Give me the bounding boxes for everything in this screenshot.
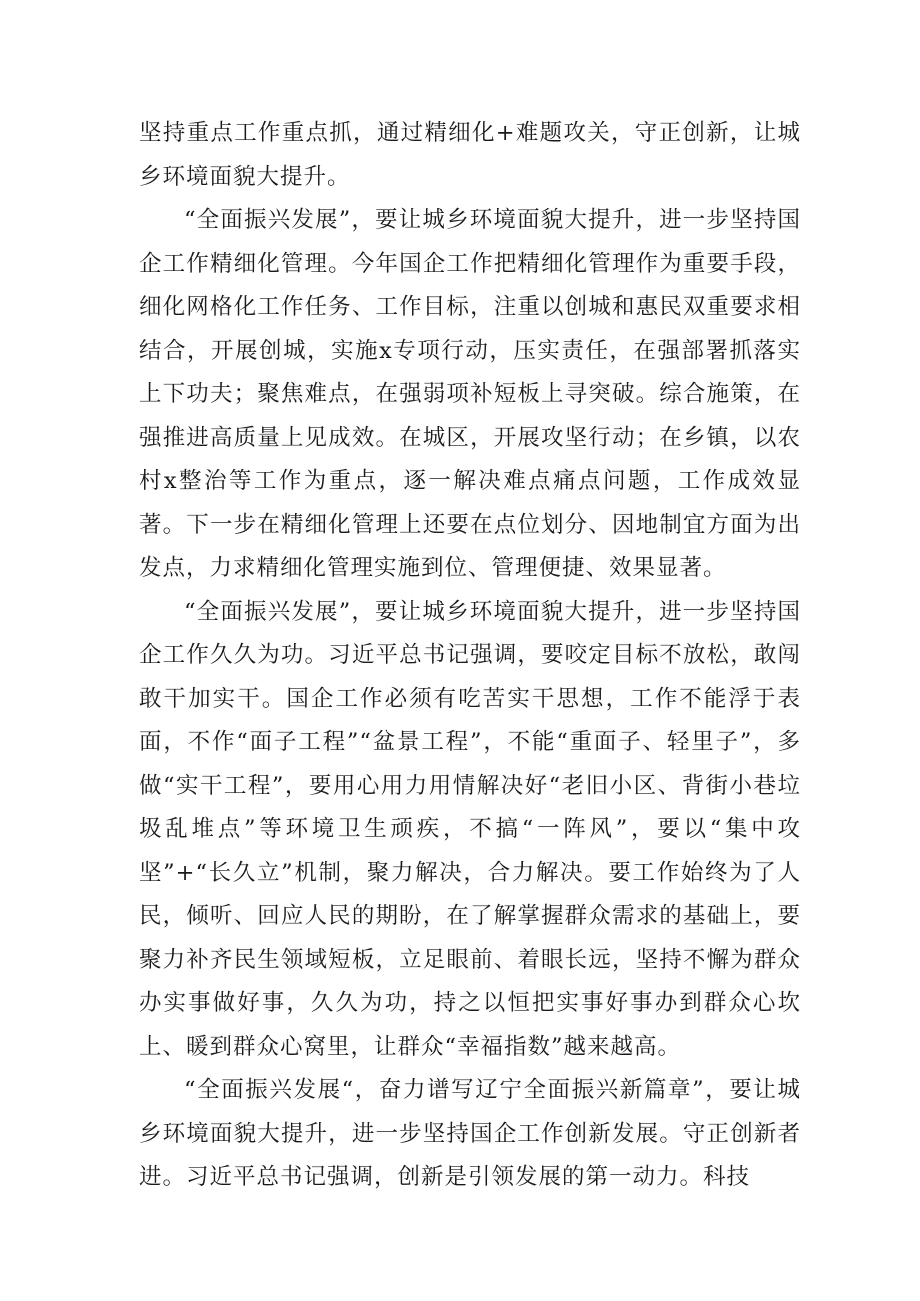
paragraph-persistence: “全面振兴发展”，要让城乡环境面貌大提升，进一步坚持国企工作久久为功。习近平总书记强调，要咬定目标不放松，敢闯敢干加实干。国企工作必须有吃苦实干思想，工作不能浮于表面，不作“面子工程”“盆景工程”，不能“重面子、轻里子”，多做“实干工程”，要用心用力用情解决好“老旧小区、背街小巷垃圾乱堆点”等环境卫生顽疾，不搞“一阵风”，要以“集中攻坚”+“长久立”机制，聚力解决，合力解决。要工作始终为了人民，倾听、回应人民的期盼，在了解掌握群众需求的基础上，要聚力补齐民生领域短板，立足眼前、着眼长远，坚持不懈为群众办实事做好事，久久为功，持之以恒把实事好事办到群众心坎上、暖到群众心窝里，让群众“幸福指数”越来越高。 bbox=[139, 598, 801, 1060]
paragraph-innovation: “全面振兴发展“，奋力谱写辽宁全面振兴新篇章”，要让城乡环境面貌大提升，进一步坚持国企工作创新发展。守正创新者进。习近平总书记强调，创新是引领发展的第一动力。科技 bbox=[139, 1077, 801, 1190]
paragraph-continuation: 坚持重点工作重点抓，通过精细化+难题攻关，守正创新，让城乡环境面貌大提升。 bbox=[139, 120, 801, 190]
paragraph-refined-management: “全面振兴发展”，要让城乡环境面貌大提升，进一步坚持国企工作精细化管理。今年国企工作把精细化管理作为重要手段，细化网格化工作任务、工作目标，注重以创城和惠民双重要求相结合，开展创城，实施x专项行动，压实责任，在强部署抓落实上下功夫；聚焦难点，在强弱项补短板上寻突破。综合施策，在强推进高质量上见成效。在城区，开展攻坚行动；在乡镇，以农村x整治等工作为重点，逐一解决难点痛点问题，工作成效显著。下一步在精细化管理上还要在点位划分、因地制宜方面为出发点，力求精细化管理实施到位、管理便捷、效果显著。 bbox=[139, 207, 801, 581]
document-body bbox=[139, 112, 801, 1200]
